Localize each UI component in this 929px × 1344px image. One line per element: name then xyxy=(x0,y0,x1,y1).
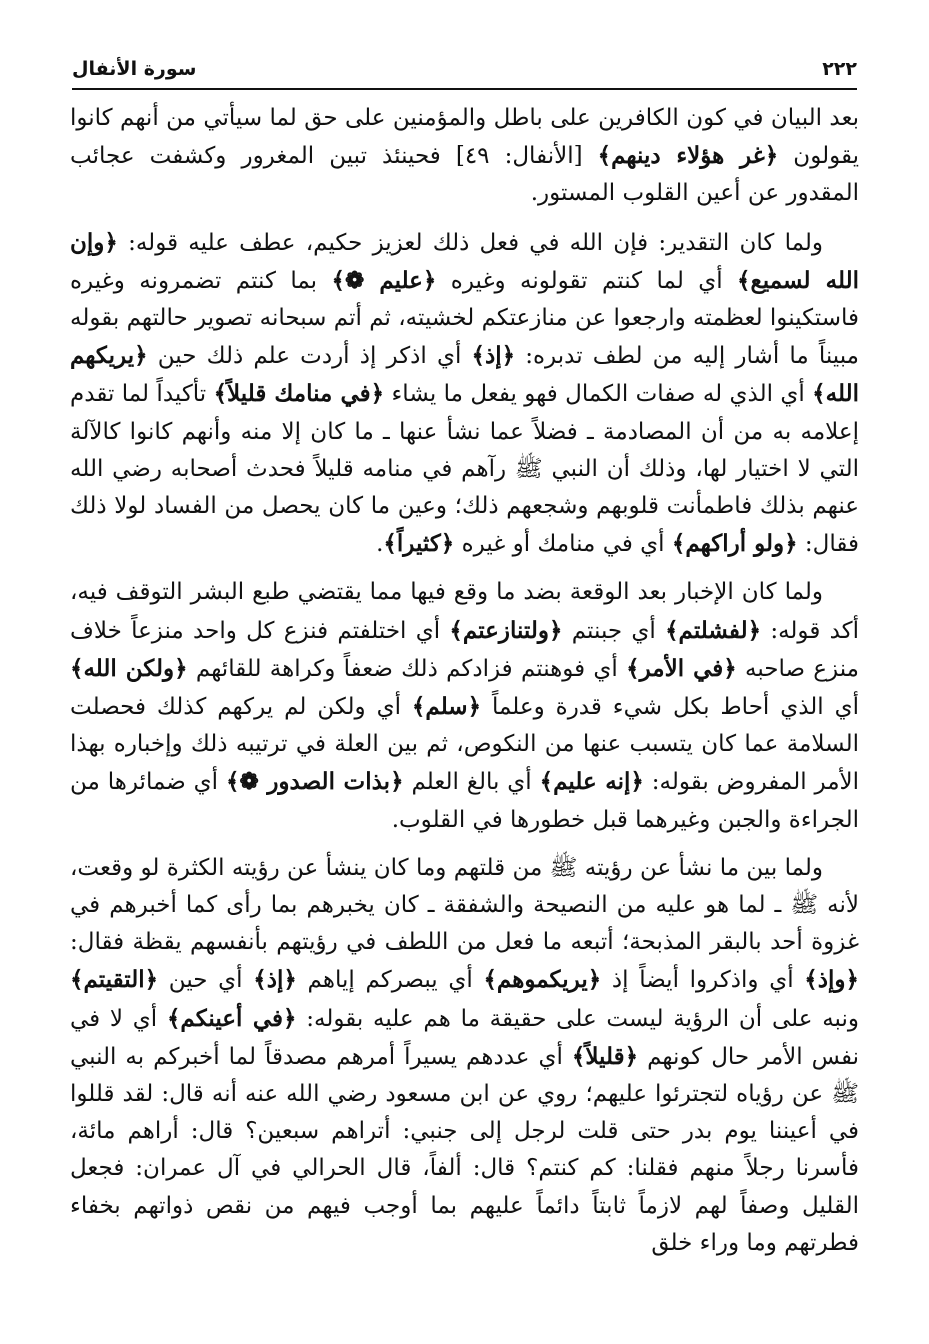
quran-quote: ﴿عليم ❁﴾ xyxy=(331,266,437,294)
quran-quote: ﴿إذ﴾ xyxy=(471,342,516,370)
quran-quote: ﴿في أعينكم﴾ xyxy=(166,1004,297,1032)
quran-quote: ﴿سلم﴾ xyxy=(411,693,482,721)
text-segment: ولما كان التقدير: فإن الله في فعل ذلك لعزيز حكيم، عطف عليه قوله: xyxy=(117,229,823,256)
text-segment: أي فوهنتم فزادكم ذلك ضعفاً وكراهة للقائهم xyxy=(187,655,627,682)
text-segment: أي اختلفتم فنزع كل واحد منزعاً خلاف منزع صاحبه xyxy=(70,617,859,682)
text-segment: ولما كان الإخبار بعد الوقعة بضد ما وقع فيها مما يقتضي طبع البشر التوقف فيه، أكد قوله: xyxy=(70,579,860,644)
quran-quote: ﴿غر هؤلاء دينهم﴾ xyxy=(597,142,779,170)
text-segment: بما كنتم تضمرونه وغيره فاستكينوا لعظمته وارجعوا عن منازعتكم لخشيته، ثم أتم سبحانه تصوير حالتهم بقوله مبيناً ما أشار إليه من لطف تدبره: xyxy=(70,267,859,370)
text-segment: بعد البيان في كون الكافرين على باطل والمؤمنين على حق لما سيأتي من أنهم كانوا يقولون xyxy=(70,105,860,170)
quran-quote: ﴿بذات الصدور ❁﴾ xyxy=(225,768,404,796)
paragraph xyxy=(70,850,859,1262)
surah-name: سورة الأنفال xyxy=(72,58,197,80)
quran-quote: ﴿لفشلتم﴾ xyxy=(665,616,762,644)
text-segment: أي الذي له صفات الكمال فهو يفعل ما يشاء xyxy=(384,381,813,408)
quran-quote: ﴿التقيتم﴾ xyxy=(70,966,159,994)
quran-quote: ﴿إنه عليم﴾ xyxy=(539,768,644,796)
text-segment: أي لا في نفس الأمر حال كونهم xyxy=(70,1005,859,1070)
quran-quote: ﴿في الأمر﴾ xyxy=(626,654,737,682)
text-segment: أي اذكر إذ أردت علم ذلك حين xyxy=(147,343,472,370)
text-segment: أي ضمائرها من الجراءة والجبن وغيرهما قبل خطورها في القلوب. xyxy=(70,769,859,833)
paragraph xyxy=(70,224,859,564)
quran-quote: ﴿قليلاً﴾ xyxy=(571,1042,639,1070)
quran-quote: ﴿يريكهم الله﴾ xyxy=(70,342,859,408)
quran-quote: ﴿ولكن الله﴾ xyxy=(70,654,188,682)
text-segment: تأكيداً لما تقدم إعلامه به من أن المصادمة ـ فضلاً عما نشأ عنها ـ ما كان إلا منه وأنهم كانوا كالآلة التي لا اختيار لها، وذلك أن النبي ﷺ رآهم في منامه قليلاً فحدث أصحابه رضي الله عنهم بذلك فاطمأنت قلوبهم وشجعهم ذلك؛ وعين ما كان يحصل من الفساد لولا ذلك فقال: xyxy=(70,381,859,558)
quran-quote: ﴿إذ﴾ xyxy=(253,966,297,994)
page-header xyxy=(72,52,857,90)
body-text xyxy=(70,100,859,1273)
text-segment: ونبه على أن الرؤية ليست على حقيقة ما هم عليه بقوله: xyxy=(296,1005,859,1032)
text-segment: أي الذي أحاط بكل شيء قدرة وعلماً xyxy=(481,694,860,721)
quran-quote: ﴿يريكموهم﴾ xyxy=(483,966,602,994)
text-segment: أي جبنتم xyxy=(562,617,666,644)
quran-quote: ﴿ولتنازعتم﴾ xyxy=(449,616,563,644)
quran-quote: ﴿ولو أراكهم﴾ xyxy=(671,530,798,558)
text-segment: أي في منامك أو غيره xyxy=(454,531,672,558)
quran-quote: ﴿وإن الله لسميع﴾ xyxy=(70,228,859,294)
text-segment: [الأنفال: ٤٩] فحينئذ تبين المغرور وكشفت عجائب المقدور عن أعين القلوب المستور. xyxy=(70,143,859,207)
paragraph xyxy=(70,574,859,838)
text-segment: أي واذكروا أيضاً إذ xyxy=(601,967,805,994)
paragraph xyxy=(70,100,859,213)
text-segment: أي ولكن لم يركهم كذلك فحصلت السلامة عما كان يتسبب عنها من النكوص، ثم بين العلة في ترتيبه ذلك وإخباره بهذا الأمر المفروض بقوله: xyxy=(70,694,860,796)
text-segment: أي لما كنتم تقولونه وغيره xyxy=(436,267,738,294)
quran-quote: ﴿وإذ﴾ xyxy=(804,966,859,994)
text-segment: أي حين xyxy=(158,967,254,994)
page-number: ٢٢٢ xyxy=(822,58,857,80)
text-segment: . xyxy=(376,531,384,558)
text-segment: أي بالغ العلم xyxy=(403,769,540,796)
quran-quote: ﴿في منامك قليلاً﴾ xyxy=(213,380,385,408)
text-segment: أي يبصركم إياهم xyxy=(296,967,484,994)
text-segment: أي عددهم يسيراً أمرهم مصدقاً لما أخبركم به النبي ﷺ عن رؤياه لتجترئوا عليهم؛ روي عن ابن مسعود رضي الله عنه أنه قال: لقد قللوا في أعيننا يوم بدر حتى قلت لرجل إلى جنبي: أتراهم سبعين؟ قال: أراهم مائة، فأسرنا رجلاً منهم فقلنا: كم كنتم؟ قال: ألفاً، قال الحرالي في آل عمران: فجعل القليل وصفاً لهم لازماً ثابتاً دائماً عليهم بما أوجب فيهم من نقص ذواتهم بخفاء فطرتهم وما وراء خلق xyxy=(70,1043,859,1256)
quran-quote: ﴿كثيراً﴾ xyxy=(383,530,455,558)
text-segment: ولما بين ما نشأ عن رؤيته ﷺ من قلتهم وما كان ينشأ عن رؤيته الكثرة لو وقعت، لأنه ﷺ ـ لما هو عليه من النصيحة والشفقة ـ كان يخبرهم بما رأى كما أخبرهم في غزوة أحد بالبقر المذبحة؛ أتبعه ما فعل من اللطف في رؤيتهم بأنفسهم يقظة فقال: xyxy=(70,854,859,956)
